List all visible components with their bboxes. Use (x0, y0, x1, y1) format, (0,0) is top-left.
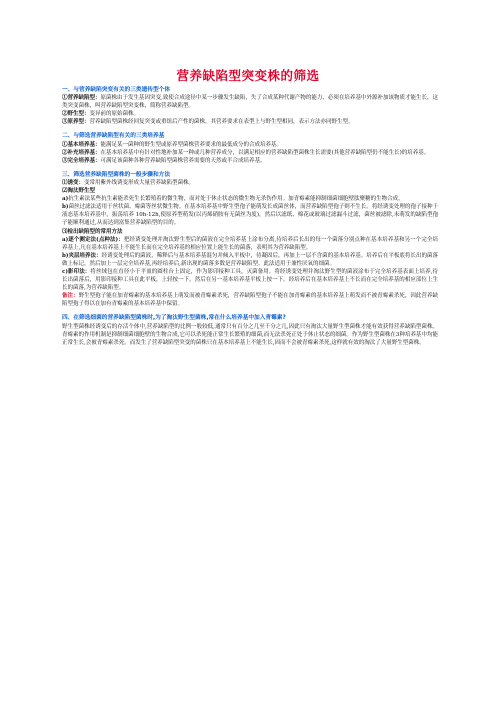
definition-item (62, 141, 438, 149)
note-item (62, 292, 438, 308)
answer-paragraph: 野生型菌株经诱变后的存活个体中,营养缺陷型的比例一般较低,通常只有百分之几至千分之几,因此只有淘汰大量野生型菌株才能有效获得营养缺陷型菌株。青霉素的作用机制是抑制细菌细胞壁的生物合成,它可以杀死能正常生长繁殖的细菌,而无法杀死正处于休止状态的细菌。作为野生型菌株在3种培养基中均能正常生长,会被青霉素杀死。而发生了营养缺陷型突变的菌株只在基本培养基上不能生长,因而不会被青霉素杀死,这样就有效的淘汰了大量野生型菌株。 (62, 323, 438, 346)
step-heading (62, 187, 438, 195)
item-text: 能满足某一菌种的野生型或原养型菌株营养要求的最低成分的合成培养基。 (100, 141, 283, 148)
item-label: ③完全培养基： (62, 157, 101, 164)
item-text: 将丝绒包在直径小于平皿的圆柱台上固定，作为影印接种工具，灭菌备用。将经诱变处理并淘汰野生型的菌液涂布于完全培养基表面上培养,待长出菌落后，用影印接种工具在此平板，上轻按一下，然后在另一基本培养基平板上按一下。经培养后在基本培养基上不长而在完全培养基的相应部位上生长的菌落,为营养缺陷型。 (62, 268, 438, 292)
definition-item (62, 157, 438, 165)
document-body (62, 86, 438, 347)
step-item (62, 252, 438, 268)
item-text: 在基本培养基中有针对性地补加某一种或几种营养成分，以满足相应的营养缺陷型菌株生长需要(其他营养缺陷型仍不能生长)的培养基。 (100, 149, 430, 156)
step-item (62, 268, 438, 292)
item-label: a)逐个测定法(点种法)： (62, 236, 124, 243)
item-text: 变常用紫外线诱变形成大量营养缺陷型菌株。 (84, 179, 195, 186)
item-label: ⑶检出缺陷型的常用方法 (62, 228, 123, 235)
item-label: ⑵淘汰野生型 (62, 188, 96, 195)
section-heading: 一、与营养缺陷突变有关的三类遗传型个体 (62, 87, 171, 93)
section-heading: 三、筛选营养缺陷型菌株的一般步骤和方法 (62, 171, 171, 178)
item-text: 菌丝过滤法适用于丝状菌、霉菌等丝状微生物。在基本培养基中野生型孢子能萌发长成菌丝体，而营养缺陷型孢子则不生长。将经诱变处理的孢子接种于液态基本培养基中，振荡培养 10h-12h,使原养型萌发(以丙烯硝胺有无菌丝为度)，然后以滤纸、棉花或玻璃过滤漏斗过滤，菌丝被滤除,未萌发的缺陷型孢子能顺利通过,从而达到富集营养缺陷型的目的。 (62, 204, 438, 227)
definition-item (62, 149, 438, 157)
step-heading (62, 228, 438, 236)
item-text: 抗生素法某些抗生素能杀死生长繁殖着的微生物，而对处于休止状态的微生物无杀伤作用。加青霉素能抑制细菌细胞壁肽聚糖的生物合成。 (68, 196, 404, 203)
item-text: 营养缺陷型菌株经回复突变或重组后产性的菌株，其营养要求在表型上与野生型相同，表示方法亦同野生型。 (89, 119, 354, 126)
item-label: b) (62, 204, 69, 211)
item-label: ③原养型： (62, 119, 90, 126)
item-label: c)影印法： (62, 268, 91, 275)
note-text: 野生型孢子能在加青霉素的基本培养基上萌发而被青霉素杀死，营养缺陷型孢子不能在加青霉素的基本培养基上萌发而不被青霉素杀死，因此营养缺陷型孢子得以在加有青霉素的基本培养基中保留。 (62, 293, 438, 308)
item-label: b)夹层培养法： (62, 252, 102, 259)
note-label: 备注： (62, 293, 79, 300)
definition-item (62, 110, 438, 118)
step-item (62, 195, 438, 203)
item-text: 可满足该菌种各种营养缺陷型菌株营养需要的天然或半合成培养基。 (100, 157, 266, 164)
definition-item (62, 94, 438, 110)
section-heading: 二、与筛选营养缺陷型有关的三类培养基 (62, 133, 165, 140)
item-label: ②补充培养基： (62, 149, 101, 156)
item-label: ⑴诱变： (62, 179, 85, 186)
section-heading: 四、在筛选细菌的营养缺陷型菌株时,为了淘汰野生型菌株,常在什么培养基中加入青霉素? (62, 315, 286, 322)
item-text: 经诱变处理后的菌液，稀释后与基本培养基混匀并倾入平板中，待凝固后，再加上一层不含菌的基本培养基。培养后在平板底将长出的菌落做上标记。然后加上一层完全培养基,再经培养后,新出现的菌落多数是营养缺陷型。此法适用于兼性厌氧的细菌。 (62, 252, 438, 267)
item-text: 把经诱变处理并淘汰野生型后的菌液在完全培养基上涂布分离,待培养后长出的每一个菌落分别点种在基本培养基和另一个完全培养基上,凡在基本培养基上不能生长而在完全培养基的相应位置上能生长的菌落，表明其为营养缺陷型。 (62, 236, 438, 251)
item-label: ②野生型： (62, 111, 90, 118)
step-item (62, 179, 438, 187)
item-text: 变异前的原始菌株。 (89, 111, 140, 118)
item-label: ①营养缺陷型： (62, 95, 101, 102)
item-label: ①基本培养基： (62, 141, 101, 148)
item-label: a) (62, 196, 69, 203)
item-text: 原菌株由于发生基因突变,致使合成途径中某一步骤发生缺陷，失了合成某种代谢产物的能力，必须在培养基中外源补加该物质才能生长，这类突变菌株，叫营养缺陷型突变株，简称营养缺陷型。 (62, 95, 438, 110)
page-title: 营养缺陷型突变株的筛选 (176, 68, 320, 83)
definition-item (62, 118, 438, 126)
step-item (62, 203, 438, 227)
step-item (62, 236, 438, 252)
